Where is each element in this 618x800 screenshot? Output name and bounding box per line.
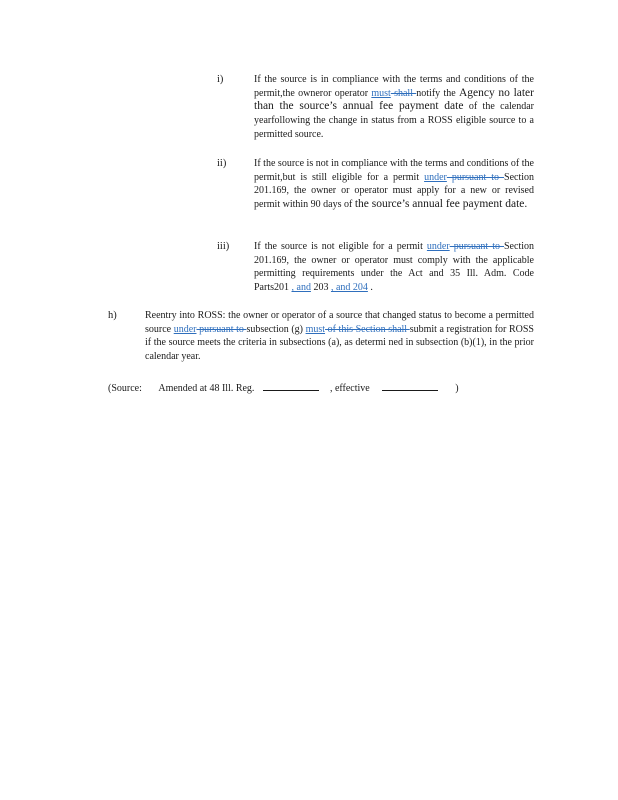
inserted-text: , and xyxy=(291,282,311,294)
body-text: subsection (g) xyxy=(246,323,306,335)
body-text: notify the xyxy=(416,87,459,99)
source-open: (Source: xyxy=(108,383,142,394)
deleted-text: shall xyxy=(390,87,417,99)
deleted-text: of this Section shall xyxy=(325,323,410,335)
inserted-text: under xyxy=(424,171,447,183)
inserted-text: under xyxy=(426,241,450,252)
body-text: Section 201.169, the owner or operator must apply for a new or revised permit within 90 days of xyxy=(254,171,535,211)
deleted-text: pursuant to xyxy=(196,323,247,335)
body-text: . xyxy=(367,282,373,294)
body-text: Agency no later than the source’s annual fee payment date xyxy=(254,86,534,113)
effective-date-blank[interactable] xyxy=(382,380,438,391)
body-text: submit a registration for ROSS if the source meets the criteria in subsections (a), as determi ned in subsection (b)(1), in the prior calendar year. xyxy=(145,323,534,363)
body-text: Reentry into ROSS: the owner or operator of a source that changed status to become a permitted source xyxy=(145,310,534,335)
item-text xyxy=(254,73,534,142)
item-label: ii) xyxy=(217,158,227,169)
body-text: If the source is not eligible for a permit xyxy=(254,241,427,252)
item-label: i) xyxy=(217,74,224,85)
body-text: 203 xyxy=(310,282,331,294)
item-text xyxy=(254,240,534,295)
register-blank[interactable] xyxy=(263,380,319,391)
item-text xyxy=(254,157,534,212)
source-close: ) xyxy=(455,383,459,394)
inserted-text: must xyxy=(371,87,391,99)
body-text: Section 201.169, the owner or operator must comply with the applicable permitting requirements under the Act and 35 Ill. Adm. Code Parts201 xyxy=(254,241,534,294)
source-note xyxy=(108,380,459,394)
inserted-text: , and 204 xyxy=(330,282,368,294)
body-text: of the calendar yearfollowing the change in status from a ROSS eligible source to a permitted source. xyxy=(254,101,534,140)
body-text: the source’s annual fee payment date. xyxy=(354,198,528,211)
source-effective: , effective xyxy=(329,383,370,394)
body-text: If the source is not in compliance with the terms and conditions of the permit,but is still eligible for a permit xyxy=(254,158,534,183)
item-label: iii) xyxy=(217,241,230,252)
deleted-text: pursuant to xyxy=(446,171,505,183)
subsection-text xyxy=(145,309,534,364)
subsection-label: h) xyxy=(108,310,117,321)
source-amended: Amended at 48 Ill. Reg. xyxy=(158,383,255,394)
inserted-text: under xyxy=(173,323,197,335)
inserted-text: must xyxy=(305,323,326,335)
deleted-text: pursuant to xyxy=(449,241,504,252)
body-text: If the source is in compliance with the terms and conditions of the permit,the owneror operator xyxy=(254,74,534,99)
